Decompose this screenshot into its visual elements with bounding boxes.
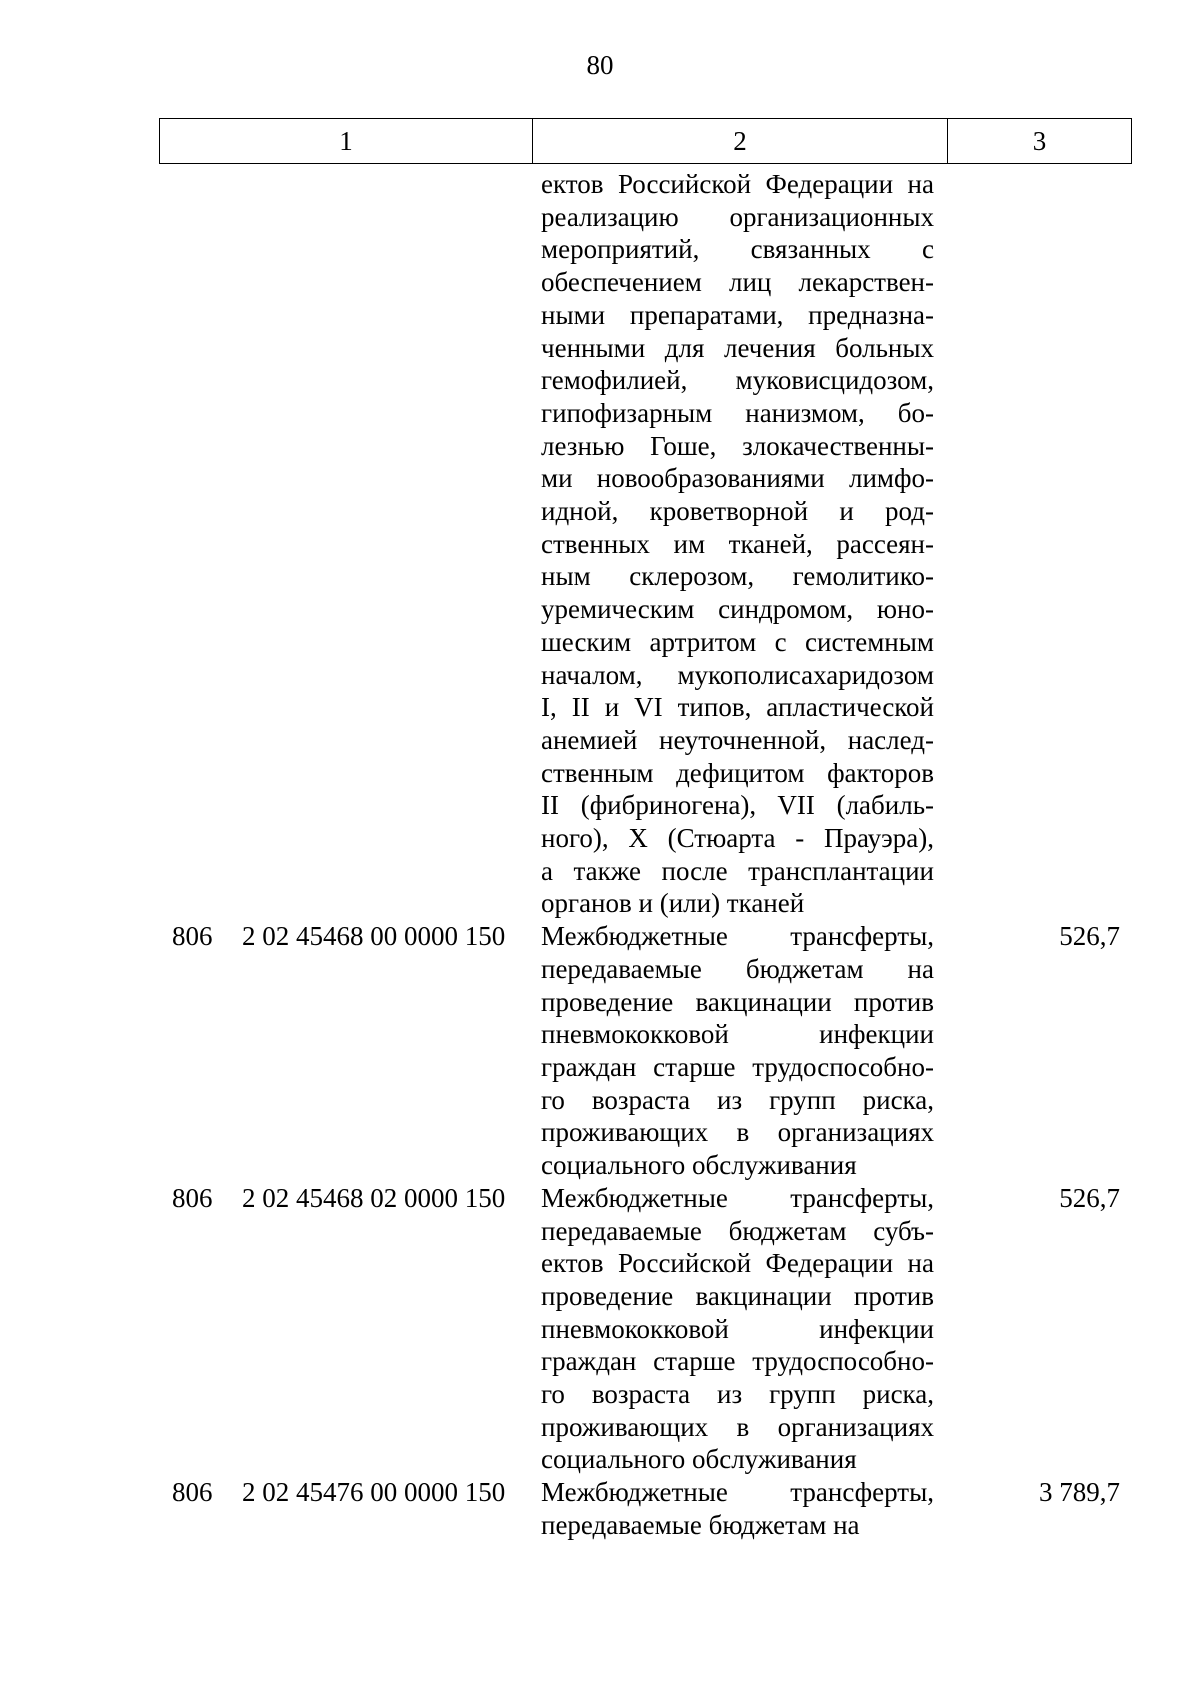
item-name-line: ным склерозом, гемолитико- (541, 561, 934, 592)
item-name-line: органов и (или) тканей (541, 888, 805, 919)
item-name-line: пневмококковой инфекции (541, 1019, 934, 1050)
item-name (541, 168, 934, 920)
item-name-line: Межбюджетные трансферты, (541, 921, 934, 952)
table-row (0, 168, 1200, 920)
item-name-line: I, II и VI типов, апластической (541, 692, 934, 723)
item-name-line: проведение вакцинации против (541, 986, 934, 1017)
item-name-line: го возраста из групп риска, (541, 1084, 934, 1115)
item-name (541, 920, 934, 1182)
item-name-line: го возраста из групп риска, (541, 1379, 934, 1410)
item-name-line: граждан старше трудоспособно- (541, 1346, 934, 1377)
header-col-1: 1 (160, 119, 533, 163)
item-name-line: Межбюджетные трансферты, (541, 1182, 934, 1213)
admin-code: 806 (172, 1477, 213, 1508)
item-name-line: лезнью Гоше, злокачественны- (541, 430, 934, 461)
table-row (0, 920, 1200, 1182)
item-name-line: социального обслуживания (541, 1444, 857, 1475)
item-name-line: ектов Российской Федерации на (541, 169, 934, 199)
item-name-line: гемофилией, муковисцидозом, (541, 365, 934, 396)
item-name-line: ми новообразованиями лимфо- (541, 463, 934, 494)
table-row (0, 1476, 1200, 1541)
item-name-line: идной, кроветворной и род- (541, 496, 934, 527)
page-number: 80 (586, 50, 614, 80)
item-name-line: проживающих в организациях (541, 1117, 934, 1148)
item-name-line: началом, мукополисахаридозом (541, 659, 934, 690)
item-name-line: передаваемые бюджетам субъ- (541, 1215, 934, 1246)
item-sum: 526,7 (1059, 1182, 1120, 1213)
header-col-2: 2 (533, 119, 948, 163)
item-name-line: ственным дефицитом факторов (541, 757, 934, 788)
header-col-3: 3 (1032, 126, 1047, 156)
budget-code: 2 02 45476 00 0000 150 (242, 1477, 506, 1508)
item-sum: 526,7 (1059, 921, 1120, 952)
budget-code: 2 02 45468 00 0000 150 (242, 921, 506, 952)
item-name-line: пневмококковой инфекции (541, 1313, 934, 1344)
item-name-line: граждан старше трудоспособно- (541, 1051, 934, 1082)
admin-code: 806 (172, 921, 213, 952)
item-name-line: ектов Российской Федерации на (541, 1248, 934, 1279)
item-name-line: Межбюджетные трансферты, (541, 1477, 934, 1508)
item-name-line: мероприятий, связанных с (541, 234, 934, 265)
item-name-line: ственных им тканей, рассеян- (541, 528, 934, 559)
item-name-line: а также после трансплантации (541, 855, 934, 886)
item-name-line: передаваемые бюджетам на (541, 1509, 860, 1540)
admin-code: 806 (172, 1182, 213, 1213)
item-name-line: ченными для лечения больных (541, 332, 934, 363)
item-name-line: обеспечением лиц лекарствен- (541, 267, 934, 298)
item-name-line: реализацию организационных (541, 201, 934, 232)
item-name-line: проведение вакцинации против (541, 1280, 934, 1311)
table-row (0, 1182, 1200, 1476)
item-name (541, 1182, 934, 1476)
item-name-line: II (фибриногена), VII (лабиль- (541, 790, 934, 821)
item-sum: 3 789,7 (1039, 1477, 1120, 1508)
item-name-line: уремическим синдромом, юно- (541, 594, 934, 625)
table-body (0, 168, 1200, 1542)
budget-code: 2 02 45468 02 0000 150 (242, 1182, 506, 1213)
item-name-line: ного), X (Стюарта - Прауэра), (541, 823, 934, 854)
table-header (159, 118, 1132, 164)
item-name-line: шеским артритом с системным (541, 626, 934, 657)
item-name-line: социального обслуживания (541, 1150, 857, 1181)
item-name-line: анемией неуточненной, наслед- (541, 724, 934, 755)
item-name-line: гипофизарным нанизмом, бо- (541, 397, 934, 428)
item-name (541, 1476, 934, 1541)
item-name-line: передаваемые бюджетам на (541, 953, 934, 984)
item-name-line: проживающих в организациях (541, 1411, 934, 1442)
item-name-line: ными препаратами, предназна- (541, 299, 934, 330)
